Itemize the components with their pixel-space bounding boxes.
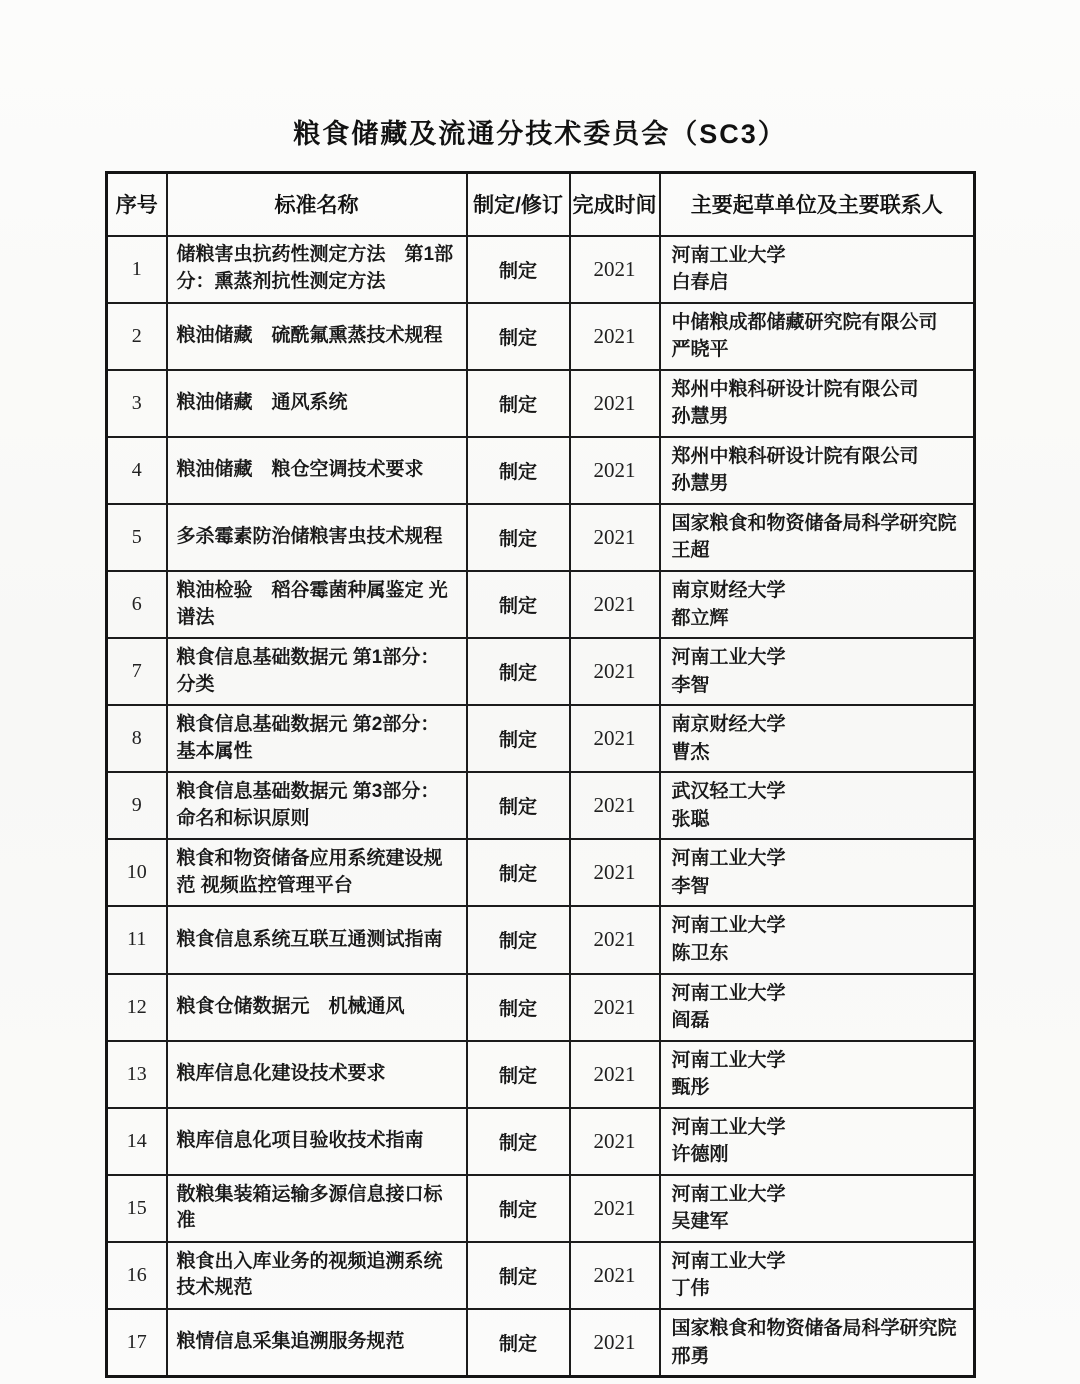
standard-name: 粮油储藏 硫酰氟熏蒸技术规程 <box>167 303 467 370</box>
org-name: 河南工业大学 <box>671 244 786 266</box>
org-name: 河南工业大学 <box>671 848 786 870</box>
contact-name: 王超 <box>671 540 710 562</box>
standard-name: 储粮害虫抗药性测定方法 第1部分：熏蒸剂抗性测定方法 <box>167 236 467 303</box>
serial-number: 5 <box>107 504 167 571</box>
drafting-org-contact <box>660 504 975 571</box>
serial-number: 4 <box>107 437 167 504</box>
contact-name: 曹杰 <box>671 741 710 763</box>
formulate-revise-value: 制定 <box>467 1242 570 1309</box>
org-name: 郑州中粮科研设计院有限公司 <box>671 445 919 467</box>
completion-year: 2021 <box>570 370 660 437</box>
completion-year: 2021 <box>570 772 660 839</box>
formulate-revise-value: 制定 <box>467 1175 570 1242</box>
serial-number: 10 <box>107 839 167 906</box>
completion-year: 2021 <box>570 571 660 638</box>
org-name: 南京财经大学 <box>671 579 786 601</box>
completion-year: 2021 <box>570 638 660 705</box>
serial-number: 13 <box>107 1041 167 1108</box>
org-name: 中储粮成都储藏研究院有限公司 <box>671 311 938 333</box>
completion-year: 2021 <box>570 1242 660 1309</box>
contact-name: 孙慧男 <box>671 473 729 495</box>
standard-name: 粮食仓储数据元 机械通风 <box>167 974 467 1041</box>
table-row <box>107 839 975 906</box>
header-completion-time: 完成时间 <box>570 173 660 236</box>
serial-number: 6 <box>107 571 167 638</box>
org-name: 河南工业大学 <box>671 1116 786 1138</box>
drafting-org-contact <box>660 974 975 1041</box>
completion-year: 2021 <box>570 1041 660 1108</box>
formulate-revise-value: 制定 <box>467 638 570 705</box>
formulate-revise-value: 制定 <box>467 303 570 370</box>
contact-name: 丁伟 <box>671 1278 710 1300</box>
table-row <box>107 370 975 437</box>
formulate-revise-value: 制定 <box>467 504 570 571</box>
contact-name: 孙慧男 <box>671 406 729 428</box>
formulate-revise-value: 制定 <box>467 437 570 504</box>
table-row <box>107 772 975 839</box>
contact-name: 张聪 <box>671 808 710 830</box>
completion-year: 2021 <box>570 236 660 303</box>
header-serial-number: 序号 <box>107 173 167 236</box>
standards-table <box>105 171 976 1378</box>
drafting-org-contact <box>660 1108 975 1175</box>
serial-number: 7 <box>107 638 167 705</box>
completion-year: 2021 <box>570 839 660 906</box>
table-row <box>107 571 975 638</box>
standard-name: 粮食信息基础数据元 第1部分：分类 <box>167 638 467 705</box>
table-row <box>107 1242 975 1309</box>
formulate-revise-value: 制定 <box>467 1041 570 1108</box>
drafting-org-contact <box>660 236 975 303</box>
formulate-revise-value: 制定 <box>467 974 570 1041</box>
standard-name: 粮油储藏 通风系统 <box>167 370 467 437</box>
standard-name: 粮食信息基础数据元 第3部分：命名和标识原则 <box>167 772 467 839</box>
drafting-org-contact <box>660 1309 975 1377</box>
standard-name: 粮油检验 稻谷霉菌种属鉴定 光谱法 <box>167 571 467 638</box>
formulate-revise-value: 制定 <box>467 772 570 839</box>
table-row <box>107 504 975 571</box>
standard-name: 粮食出入库业务的视频追溯系统技术规范 <box>167 1242 467 1309</box>
org-name: 河南工业大学 <box>671 915 786 937</box>
header-drafting-org-contact: 主要起草单位及主要联系人 <box>660 173 975 236</box>
contact-name: 吴建军 <box>671 1211 729 1233</box>
contact-name: 李智 <box>671 875 710 897</box>
org-name: 南京财经大学 <box>671 714 786 736</box>
drafting-org-contact <box>660 906 975 973</box>
org-name: 郑州中粮科研设计院有限公司 <box>671 378 919 400</box>
table-row <box>107 236 975 303</box>
org-name: 河南工业大学 <box>671 647 786 669</box>
formulate-revise-value: 制定 <box>467 1108 570 1175</box>
completion-year: 2021 <box>570 303 660 370</box>
header-row <box>107 173 975 236</box>
standard-name: 多杀霉素防治储粮害虫技术规程 <box>167 504 467 571</box>
table-row <box>107 1041 975 1108</box>
serial-number: 8 <box>107 705 167 772</box>
org-name: 国家粮食和物资储备局科学研究院 <box>671 512 957 534</box>
contact-name: 严晓平 <box>671 339 729 361</box>
standard-name: 粮库信息化建设技术要求 <box>167 1041 467 1108</box>
standard-name: 粮食信息基础数据元 第2部分：基本属性 <box>167 705 467 772</box>
header-formulate-revise: 制定/修订 <box>467 173 570 236</box>
drafting-org-contact <box>660 638 975 705</box>
standard-name: 粮情信息采集追溯服务规范 <box>167 1309 467 1377</box>
serial-number: 1 <box>107 236 167 303</box>
completion-year: 2021 <box>570 1309 660 1377</box>
drafting-org-contact <box>660 839 975 906</box>
page-title: 粮食储藏及流通分技术委员会（SC3） <box>293 119 787 149</box>
formulate-revise-value: 制定 <box>467 370 570 437</box>
formulate-revise-value: 制定 <box>467 906 570 973</box>
serial-number: 9 <box>107 772 167 839</box>
org-name: 河南工业大学 <box>671 982 786 1004</box>
drafting-org-contact <box>660 705 975 772</box>
org-name: 河南工业大学 <box>671 1183 786 1205</box>
serial-number: 16 <box>107 1242 167 1309</box>
contact-name: 阎磊 <box>671 1010 710 1032</box>
contact-name: 许德刚 <box>671 1144 729 1166</box>
formulate-revise-value: 制定 <box>467 839 570 906</box>
contact-name: 陈卫东 <box>671 942 729 964</box>
formulate-revise-value: 制定 <box>467 705 570 772</box>
standard-name: 粮食信息系统互联互通测试指南 <box>167 906 467 973</box>
table-body <box>107 236 975 1377</box>
contact-name: 都立辉 <box>671 607 729 629</box>
completion-year: 2021 <box>570 504 660 571</box>
serial-number: 17 <box>107 1309 167 1377</box>
drafting-org-contact <box>660 1041 975 1108</box>
table-row <box>107 1108 975 1175</box>
org-name: 河南工业大学 <box>671 1049 786 1071</box>
drafting-org-contact <box>660 370 975 437</box>
completion-year: 2021 <box>570 1108 660 1175</box>
standard-name: 粮库信息化项目验收技术指南 <box>167 1108 467 1175</box>
table-row <box>107 1175 975 1242</box>
contact-name: 白春启 <box>671 272 729 294</box>
standard-name: 散粮集装箱运输多源信息接口标准 <box>167 1175 467 1242</box>
drafting-org-contact <box>660 571 975 638</box>
org-name: 武汉轻工大学 <box>671 781 786 803</box>
table-row <box>107 906 975 973</box>
standard-name: 粮油储藏 粮仓空调技术要求 <box>167 437 467 504</box>
drafting-org-contact <box>660 437 975 504</box>
org-name: 河南工业大学 <box>671 1250 786 1272</box>
serial-number: 14 <box>107 1108 167 1175</box>
contact-name: 甄彤 <box>671 1077 710 1099</box>
formulate-revise-value: 制定 <box>467 1309 570 1377</box>
contact-name: 李智 <box>671 674 710 696</box>
serial-number: 12 <box>107 974 167 1041</box>
completion-year: 2021 <box>570 974 660 1041</box>
standard-name: 粮食和物资储备应用系统建设规范 视频监控管理平台 <box>167 839 467 906</box>
table-row <box>107 1309 975 1377</box>
contact-name: 邢勇 <box>671 1345 710 1367</box>
formulate-revise-value: 制定 <box>467 236 570 303</box>
header-standard-name: 标准名称 <box>167 173 467 236</box>
serial-number: 2 <box>107 303 167 370</box>
drafting-org-contact <box>660 1175 975 1242</box>
completion-year: 2021 <box>570 437 660 504</box>
drafting-org-contact <box>660 772 975 839</box>
table-row <box>107 638 975 705</box>
table-row <box>107 705 975 772</box>
table-row <box>107 303 975 370</box>
completion-year: 2021 <box>570 1175 660 1242</box>
completion-year: 2021 <box>570 705 660 772</box>
drafting-org-contact <box>660 303 975 370</box>
completion-year: 2021 <box>570 906 660 973</box>
org-name: 国家粮食和物资储备局科学研究院 <box>671 1318 957 1339</box>
table-row <box>107 974 975 1041</box>
serial-number: 15 <box>107 1175 167 1242</box>
serial-number: 11 <box>107 906 167 973</box>
serial-number: 3 <box>107 370 167 437</box>
table-row <box>107 437 975 504</box>
formulate-revise-value: 制定 <box>467 571 570 638</box>
drafting-org-contact <box>660 1242 975 1309</box>
